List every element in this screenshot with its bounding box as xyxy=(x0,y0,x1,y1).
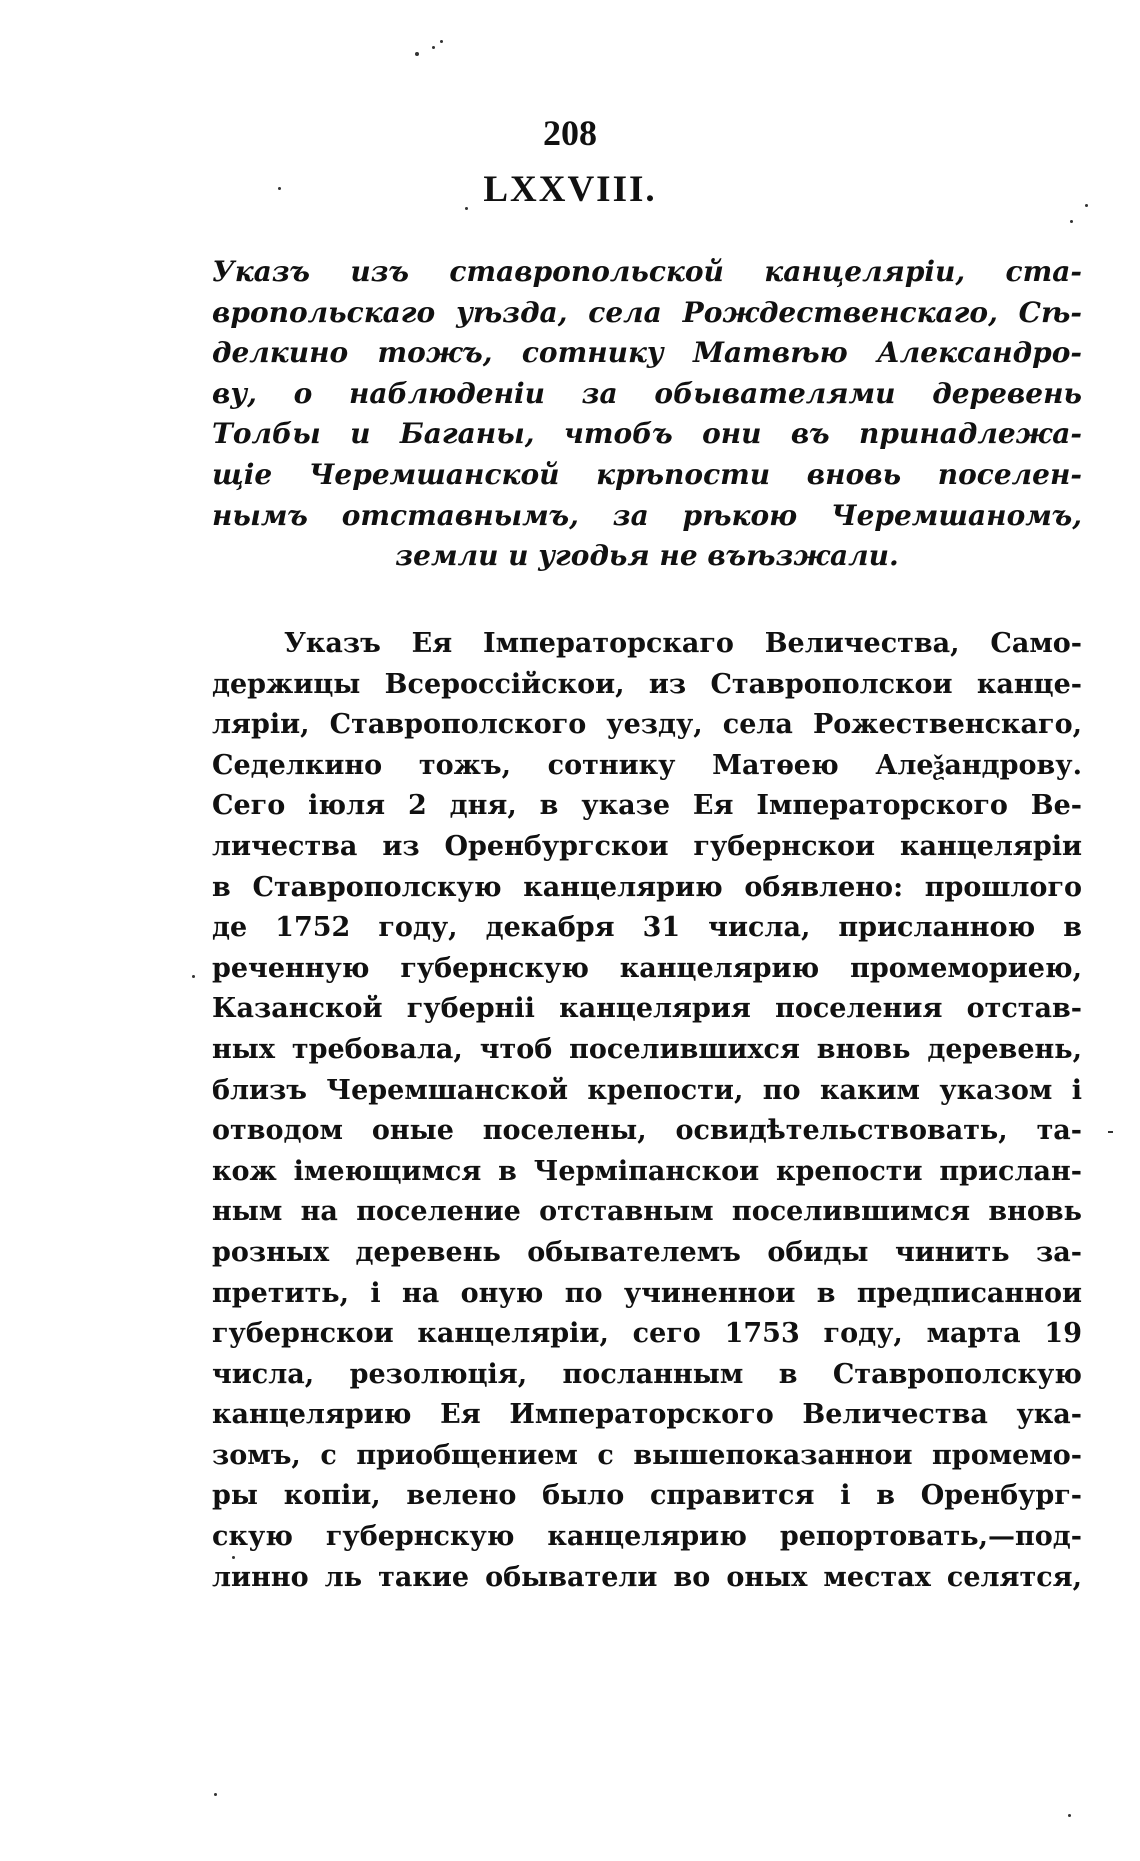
body-line: де 1752 году, декабря 31 числа, присланною в xyxy=(212,912,1082,944)
body-line: розных деревень обывателемъ обиды чинить за- xyxy=(212,1236,1082,1268)
body-line: канцелярию Ея Императорского Величества ука- xyxy=(212,1399,1082,1431)
heading-line: щіе Черемшанской крѣпости вновь поселен- xyxy=(212,457,1082,491)
body-line: ры копіи, велено было справится і в Оренбург- xyxy=(212,1480,1082,1512)
scan-speck xyxy=(1068,1814,1071,1817)
heading-line: делкино тожъ, сотнику Матвѣю Александро- xyxy=(212,336,1082,370)
heading-line: земли и угодья не въѣзжали. xyxy=(395,539,899,573)
body-line: реченную губернскую канцелярию промемориею, xyxy=(212,952,1082,984)
body-line: зомъ, с приобщением с вышепоказаннои промемо- xyxy=(212,1439,1082,1471)
scan-speck xyxy=(432,46,435,49)
body-line: скую губернскую канцелярию репортовать,—под- xyxy=(212,1521,1082,1553)
heading-line: вропольскаго уѣзда, села Рождественскаго, Сѣ- xyxy=(212,295,1082,329)
body-line: линно ль такие обыватели во оных местах селятся, xyxy=(212,1561,1082,1593)
heading-line: ву, о наблюденіи за обывателями деревень xyxy=(212,376,1082,410)
body-line: претить, і на оную по учиненнои в предписаннои xyxy=(212,1277,1082,1309)
heading-line: Толбы и Баганы, чтобъ они въ принадлежа- xyxy=(212,417,1082,451)
scan-speck xyxy=(465,207,468,210)
scan-speck xyxy=(440,40,443,43)
body-line: Казанской губерніі канцелярия поселения отстав- xyxy=(212,993,1082,1025)
heading-line: нымъ отставнымъ, за рѣкою Черемшаномъ, xyxy=(212,498,1082,532)
body-line: в Ставрополскую канцелярию обявлено: прошлого xyxy=(212,871,1082,903)
document-number: LXXVIII. xyxy=(483,169,657,210)
document-body xyxy=(212,624,1082,1598)
document-heading xyxy=(212,252,1082,577)
body-line: близъ Черемшанской крепости, по каким указом і xyxy=(212,1074,1082,1106)
scan-speck xyxy=(1108,1131,1113,1133)
body-line: держицы Всероссійскои, из Ставрополскои канце- xyxy=(212,668,1082,700)
body-line: ным на поселение отставным поселившимся вновь xyxy=(212,1196,1082,1228)
body-line: личества из Оренбургскои губернскои канцеляріи xyxy=(212,830,1082,862)
body-line: губернскои канцеляріи, сего 1753 году, марта 19 xyxy=(212,1318,1082,1350)
body-line: числа, резолюція, посланным в Ставрополскую xyxy=(212,1358,1082,1390)
scan-speck xyxy=(214,1793,217,1796)
scan-speck xyxy=(278,187,281,190)
body-line: кож імеющимся в Черміпанскои крепости прислан- xyxy=(212,1155,1082,1187)
scan-speck xyxy=(415,52,419,56)
page-number: 208 xyxy=(543,113,597,153)
body-line: ляріи, Ставрополского уезду, села Рожественскаго, xyxy=(212,709,1082,741)
body-line: Сего іюля 2 дня, в указе Ея Імператорского Ве- xyxy=(212,790,1082,822)
heading-line: Указъ изъ ставропольской канцеляріи, ста- xyxy=(212,255,1082,288)
body-line: Указъ Ея Імператорскаго Величества, Само- xyxy=(284,628,1082,659)
body-line: отводом оные поселены, освидѣтельствовать, та- xyxy=(212,1115,1082,1147)
scan-speck xyxy=(1085,204,1088,207)
scan-speck xyxy=(192,975,195,978)
scan-speck xyxy=(232,1556,235,1559)
body-line: Седелкино тожъ, сотнику Матѳею Алеѯандрову. xyxy=(212,749,1082,781)
body-line: ных требовала, чтоб поселившихся вновь деревень, xyxy=(212,1033,1082,1065)
scan-speck xyxy=(1070,220,1073,223)
